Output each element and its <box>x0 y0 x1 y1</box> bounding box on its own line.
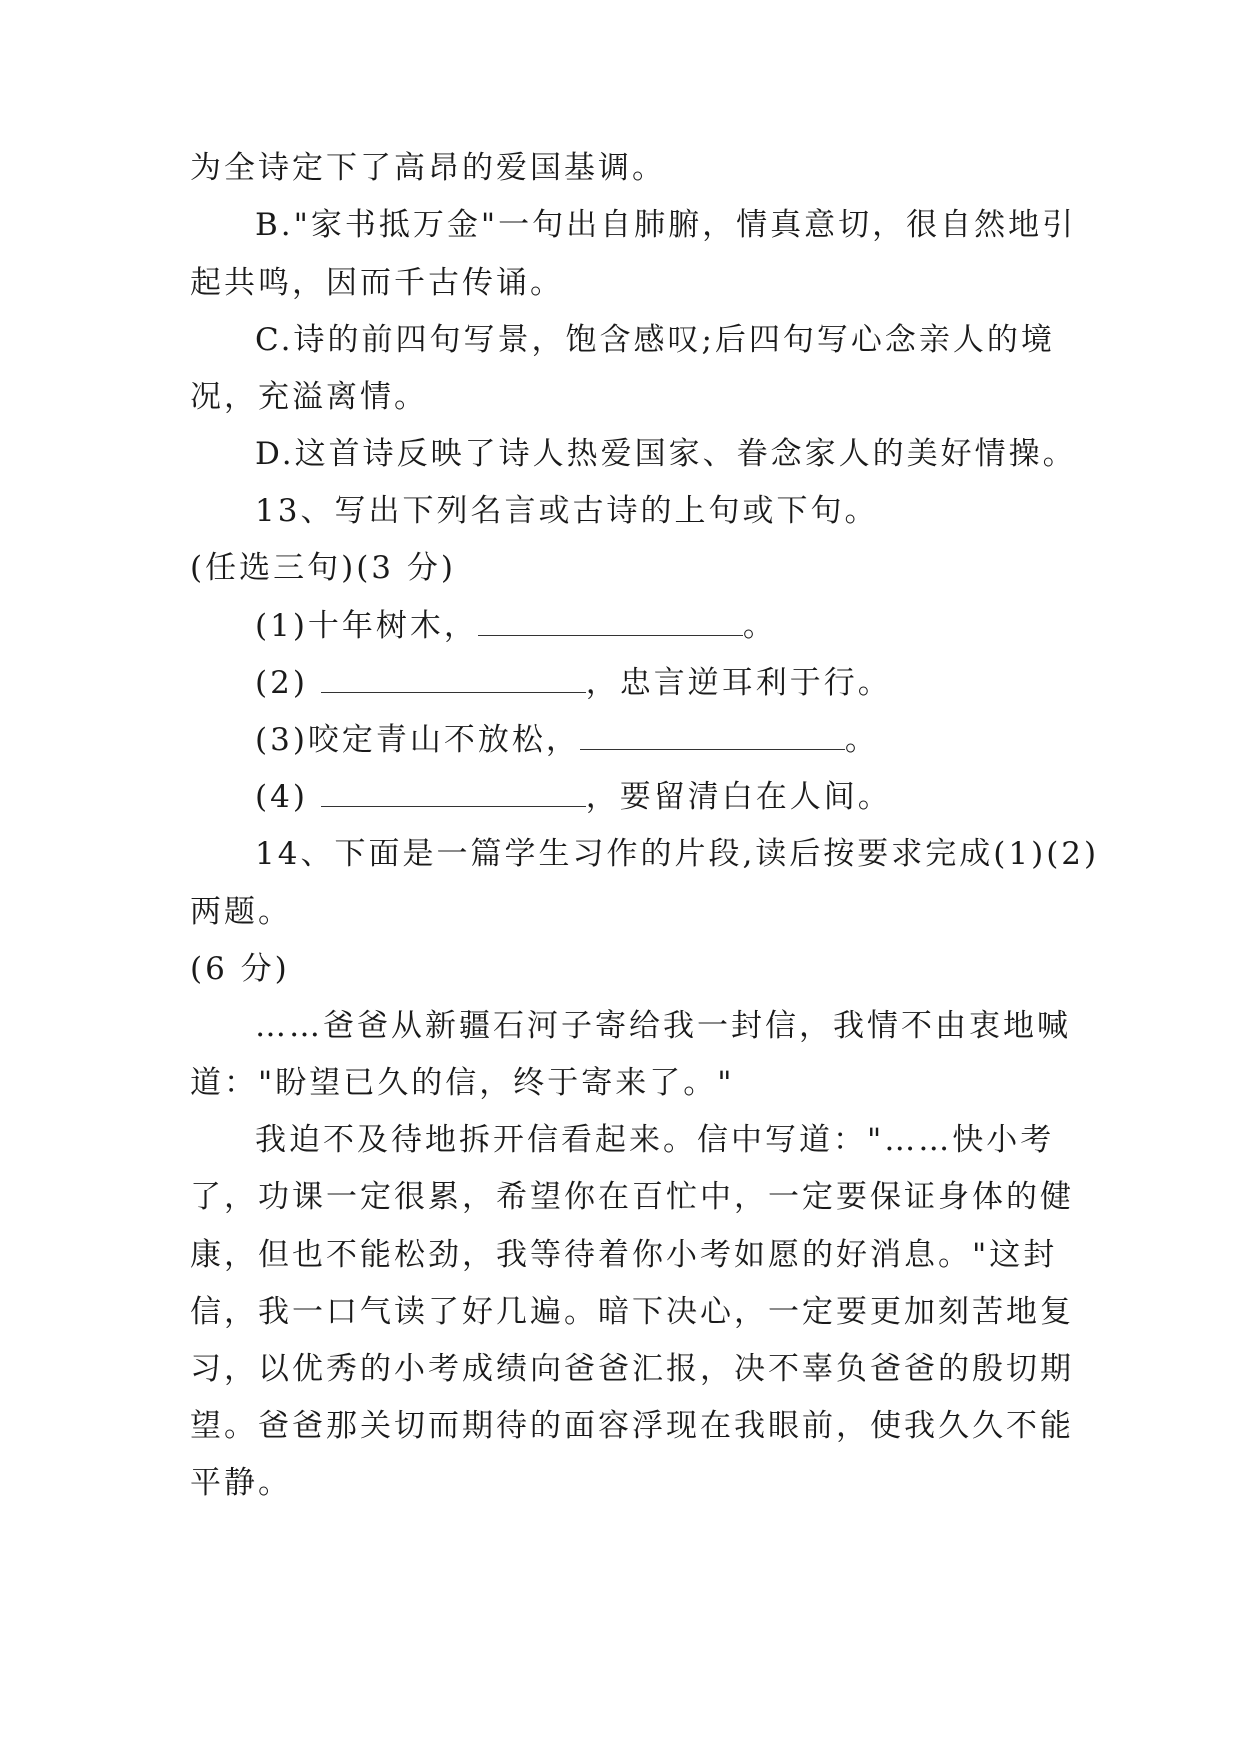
passage-line: 信，我一口气读了好几遍。暗下决心，一定要更加刻苦地复 <box>190 1294 1074 1330</box>
fill-item-2 <box>255 663 892 703</box>
answer-blank[interactable] <box>321 780 586 807</box>
fill-item-suffix: 。 <box>844 722 879 758</box>
fill-item-prefix: (1)十年树木， <box>255 608 478 644</box>
fill-item-1 <box>255 606 777 646</box>
fill-item-3 <box>255 720 879 760</box>
fill-item-prefix: (4) <box>255 779 321 815</box>
question-14-title: 14、下面是一篇学生习作的片段,读后按要求完成(1)(2) <box>255 836 1100 872</box>
fill-item-prefix: (2) <box>255 665 321 701</box>
passage-line: 我迫不及待地拆开信看起来。信中写道："……快小考 <box>255 1122 1055 1158</box>
passage-line: ……爸爸从新疆石河子寄给我一封信，我情不由衷地喊 <box>255 1008 1071 1044</box>
option-c-line: C.诗的前四句写景，饱含感叹;后四句写心念亲人的境 <box>255 322 1055 358</box>
text-line: 两题。 <box>190 894 292 930</box>
text-line: 况，充溢离情。 <box>190 379 428 415</box>
option-d-line: D.这首诗反映了诗人热爱国家、眷念家人的美好情操。 <box>255 436 1077 472</box>
fill-item-prefix: (3)咬定青山不放松， <box>255 722 580 758</box>
passage-line: 了，功课一定很累，希望你在百忙中，一定要保证身体的健 <box>190 1179 1074 1215</box>
answer-blank[interactable] <box>580 723 845 750</box>
fill-item-suffix: 。 <box>742 608 777 644</box>
fill-item-suffix: ，要留清白在人间。 <box>585 779 892 815</box>
passage-line: 望。爸爸那关切而期待的面容浮现在我眼前，使我久久不能 <box>190 1408 1074 1444</box>
option-b-line: B."家书抵万金"一句出自肺腑，情真意切，很自然地引 <box>255 207 1077 243</box>
passage-line: 康，但也不能松劲，我等待着你小考如愿的好消息。"这封 <box>190 1237 1058 1273</box>
passage-line: 平静。 <box>190 1465 292 1501</box>
answer-blank[interactable] <box>321 666 586 693</box>
fill-item-suffix: ，忠言逆耳利于行。 <box>585 665 892 701</box>
text-line: 为全诗定下了高昂的爱国基调。 <box>190 150 666 186</box>
answer-blank[interactable] <box>478 609 743 636</box>
question-14-score: (6 分) <box>190 951 290 987</box>
question-13-title: 13、写出下列名言或古诗的上句或下句。 <box>255 493 879 529</box>
question-13-note: (任选三句)(3 分) <box>190 550 456 586</box>
passage-line: 习，以优秀的小考成绩向爸爸汇报，决不辜负爸爸的殷切期 <box>190 1351 1074 1387</box>
passage-line: 道："盼望已久的信，终于寄来了。" <box>190 1065 735 1101</box>
fill-item-4 <box>255 777 892 817</box>
text-line: 起共鸣，因而千古传诵。 <box>190 265 564 301</box>
